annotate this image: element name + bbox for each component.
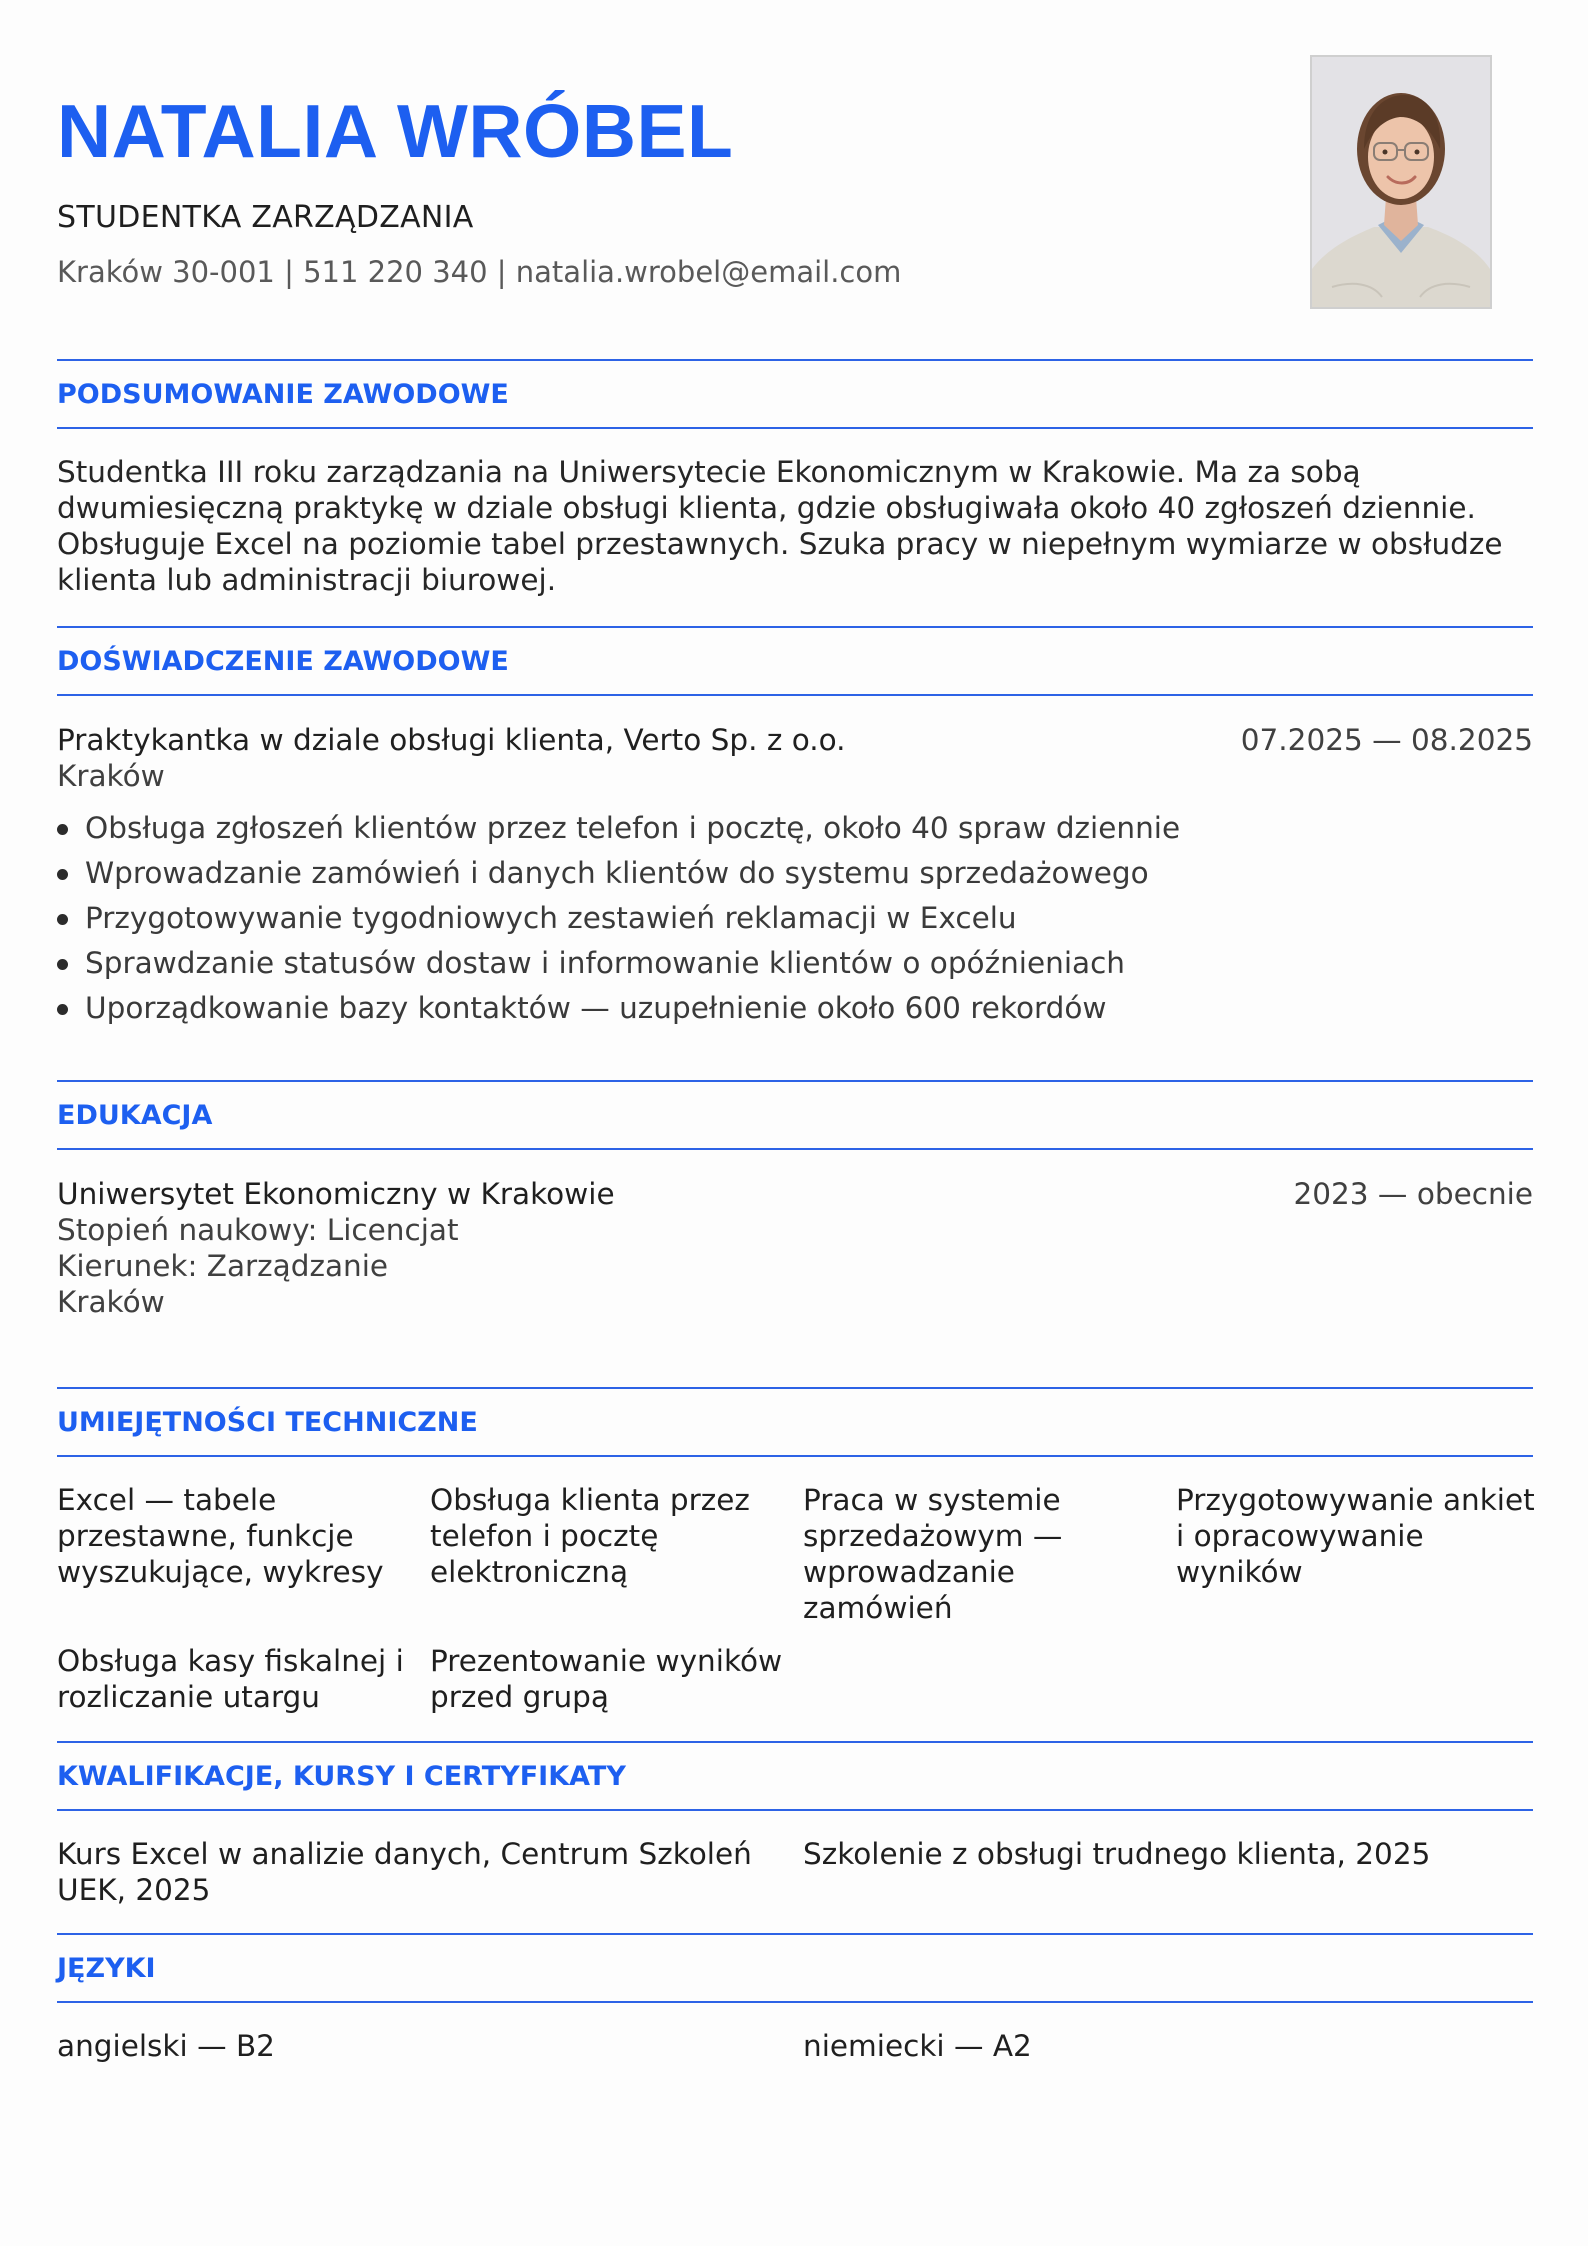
- section-title: EDUKACJA: [57, 1100, 213, 1131]
- candidate-title: STUDENTKA ZARZĄDZANIA: [57, 200, 474, 235]
- summary-line: klienta lub administracji biurowej.: [57, 563, 557, 597]
- bullet-icon: [57, 959, 68, 970]
- list-item: [57, 855, 1180, 900]
- duty-text: Sprawdzanie statusów dostaw i informowanie klientów o opóźnieniach: [85, 946, 1126, 980]
- duty-text: Wprowadzanie zamówień i danych klientów do systemu sprzedażowego: [85, 856, 1149, 890]
- education-field: Kierunek: Zarządzanie: [57, 1249, 389, 1283]
- skill-item: Obsługa klienta przez telefon i pocztę elektroniczną: [430, 1483, 750, 1589]
- bullet-icon: [57, 869, 68, 880]
- skill-item: Przygotowywanie ankiet i opracowywanie wyników: [1176, 1483, 1535, 1589]
- duty-text: Przygotowywanie tygodniowych zestawień reklamacji w Excelu: [85, 901, 1017, 935]
- section-education-header: [57, 1080, 1533, 1150]
- contact-line: Kraków 30-001 | 511 220 340 | natalia.wrobel@email.com: [57, 255, 902, 289]
- summary-line: dwumiesięczną praktykę w dziale obsługi klienta, gdzie obsługiwała około 40 zgłoszeń dziennie.: [57, 491, 1476, 525]
- list-item: [57, 990, 1180, 1035]
- resume-header: [57, 0, 1533, 330]
- language-item: niemiecki — A2: [803, 2029, 1032, 2063]
- job-location: Kraków: [57, 759, 165, 793]
- skill-item: Prezentowanie wyników przed grupą: [430, 1644, 783, 1714]
- section-title: PODSUMOWANIE ZAWODOWE: [57, 379, 509, 410]
- skill-item: Excel — tabele przestawne, funkcje wyszukujące, wykresy: [57, 1483, 384, 1589]
- skill-item: Praca w systemie sprzedażowym — wprowadzanie zamówień: [803, 1483, 1063, 1625]
- education-degree: Stopień naukowy: Licencjat: [57, 1213, 459, 1247]
- profile-photo: [1310, 55, 1492, 309]
- section-experience-header: [57, 626, 1533, 696]
- duty-text: Obsługa zgłoszeń klientów przez telefon i pocztę, około 40 spraw dziennie: [85, 811, 1181, 845]
- section-summary-header: [57, 359, 1533, 429]
- certificate-item: Szkolenie z obsługi trudnego klienta, 2025: [803, 1837, 1431, 1871]
- bullet-icon: [57, 824, 68, 835]
- list-item: [57, 810, 1180, 855]
- language-item: angielski — B2: [57, 2029, 275, 2063]
- section-title: KWALIFIKACJE, KURSY I CERTYFIKATY: [57, 1761, 626, 1792]
- list-item: [57, 900, 1180, 945]
- section-certificates-header: [57, 1741, 1533, 1811]
- section-title: DOŚWIADCZENIE ZAWODOWE: [57, 646, 509, 677]
- section-languages-header: [57, 1933, 1533, 2003]
- skill-item: Obsługa kasy fiskalnej i rozliczanie utargu: [57, 1644, 404, 1714]
- job-dates: 07.2025 — 08.2025: [1240, 723, 1533, 757]
- certificate-item: Kurs Excel w analizie danych, Centrum Szkoleń UEK, 2025: [57, 1837, 752, 1907]
- education-dates: 2023 — obecnie: [1293, 1177, 1533, 1211]
- section-skills-header: [57, 1387, 1533, 1457]
- candidate-name: NATALIA WRÓBEL: [57, 89, 734, 173]
- job-duties-list: [57, 810, 1180, 1035]
- bullet-icon: [57, 914, 68, 925]
- resume-page: [57, 0, 1533, 2246]
- summary-line: Studentka III roku zarządzania na Uniwersytecie Ekonomicznym w Krakowie. Ma za sobą: [57, 455, 1361, 489]
- school-name: Uniwersytet Ekonomiczny w Krakowie: [57, 1177, 615, 1211]
- list-item: [57, 945, 1180, 990]
- job-position: Praktykantka w dziale obsługi klienta, Verto Sp. z o.o.: [57, 723, 846, 757]
- section-title: JĘZYKI: [57, 1953, 156, 1984]
- education-location: Kraków: [57, 1285, 165, 1319]
- summary-text: [57, 454, 1533, 598]
- bullet-icon: [57, 1004, 68, 1015]
- section-title: UMIEJĘTNOŚCI TECHNICZNE: [57, 1407, 478, 1438]
- duty-text: Uporządkowanie bazy kontaktów — uzupełnienie około 600 rekordów: [85, 991, 1107, 1025]
- summary-line: Obsługuje Excel na poziomie tabel przestawnych. Szuka pracy w niepełnym wymiarze w obsłudze: [57, 527, 1503, 561]
